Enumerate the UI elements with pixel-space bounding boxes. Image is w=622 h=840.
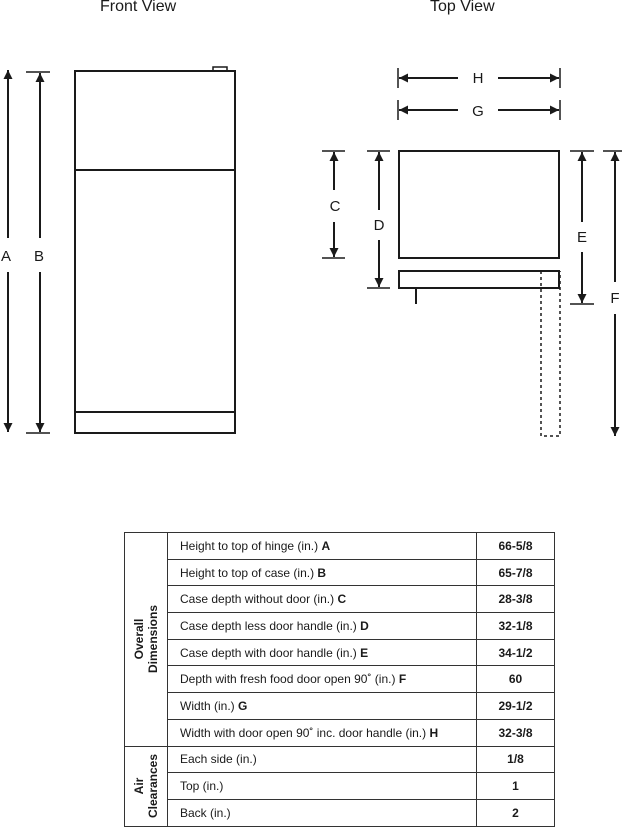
dim-label-h: H	[472, 70, 484, 87]
group-title-line: Clearances	[146, 754, 160, 819]
row-code: G	[238, 698, 248, 713]
row-value: 1/8	[477, 746, 555, 773]
table-row	[125, 586, 555, 613]
row-label-text: Each side (in.)	[180, 752, 257, 767]
row-code: C	[337, 592, 347, 607]
table-row	[125, 799, 555, 826]
row-value: 66-5/8	[477, 533, 555, 560]
dim-label-a: A	[0, 248, 12, 265]
top-view-title: Top View	[430, 0, 495, 15]
dim-label-f: F	[610, 290, 620, 307]
row-label	[168, 799, 477, 826]
row-value: 29-1/2	[477, 693, 555, 720]
row-label-text: Top (in.)	[180, 779, 224, 794]
row-value: 32-3/8	[477, 719, 555, 746]
front-view-title: Front View	[100, 0, 177, 15]
row-label	[168, 613, 477, 640]
row-value: 60	[477, 666, 555, 693]
row-code: D	[360, 618, 369, 633]
row-value: 32-1/8	[477, 613, 555, 640]
row-label-text: Height to top of hinge (in.)	[180, 538, 319, 553]
row-value: 2	[477, 799, 555, 826]
row-label	[168, 746, 477, 773]
row-value: 65-7/8	[477, 559, 555, 586]
dim-label-b: B	[33, 248, 45, 265]
specifications-table	[124, 532, 555, 827]
table-row	[125, 666, 555, 693]
group-title-line: Overall	[132, 618, 146, 660]
dim-label-c: C	[329, 198, 341, 215]
row-label-text: Case depth less door handle (in.)	[180, 618, 357, 633]
row-label-text: Width with door open 90˚ inc. door handle (in.)	[180, 725, 427, 740]
fridge-front-body	[75, 71, 235, 433]
table-row	[125, 773, 555, 800]
row-code: A	[321, 538, 331, 553]
row-label-text: Back (in.)	[180, 805, 231, 820]
row-value: 28-3/8	[477, 586, 555, 613]
row-label	[168, 533, 477, 560]
table-row	[125, 746, 555, 773]
fridge-top-case	[399, 151, 559, 258]
group-title-line: Air	[132, 777, 146, 795]
open-door-outline	[541, 271, 560, 436]
table-row	[125, 613, 555, 640]
table-row	[125, 719, 555, 746]
row-label-text: Height to top of case (in.)	[180, 565, 315, 580]
row-label	[168, 773, 477, 800]
dim-label-d: D	[373, 217, 385, 234]
row-label	[168, 559, 477, 586]
dim-label-e: E	[576, 229, 588, 246]
row-code: E	[360, 645, 369, 660]
row-label	[168, 666, 477, 693]
row-code: H	[429, 725, 439, 740]
group-label-overall-dimensions	[125, 533, 168, 747]
row-code: F	[398, 672, 407, 687]
hinge-cap	[213, 67, 227, 71]
row-value: 1	[477, 773, 555, 800]
row-label	[168, 719, 477, 746]
table-row	[125, 639, 555, 666]
table-row	[125, 533, 555, 560]
table-row	[125, 559, 555, 586]
row-label-text: Depth with fresh food door open 90˚ (in.)	[180, 672, 396, 687]
row-label-text: Case depth with door handle (in.)	[180, 645, 357, 660]
dim-label-g: G	[472, 103, 484, 120]
fridge-top-door	[399, 271, 559, 288]
group-label-air-clearances	[125, 746, 168, 826]
row-label	[168, 639, 477, 666]
row-code: B	[317, 565, 327, 580]
group-title-line: Dimensions	[146, 605, 160, 674]
row-label	[168, 693, 477, 720]
row-value: 34-1/2	[477, 639, 555, 666]
table-row	[125, 693, 555, 720]
row-label-text: Width (in.)	[180, 698, 235, 713]
row-label-text: Case depth without door (in.)	[180, 592, 335, 607]
row-label	[168, 586, 477, 613]
